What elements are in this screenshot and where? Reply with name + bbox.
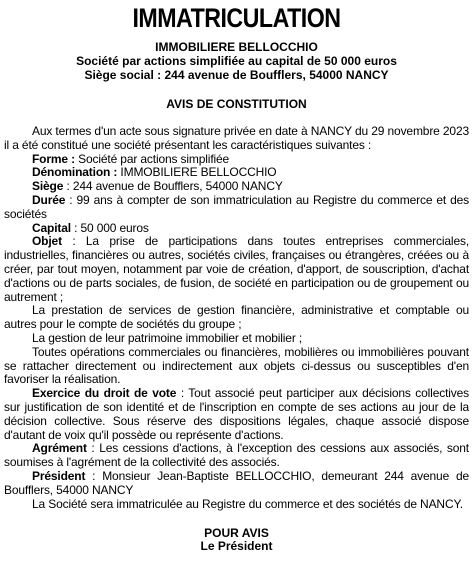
agrement-label: Agrément <box>32 441 87 456</box>
objet-value: : La prise de participations dans toutes entreprises commerciales, industrielles, financières ou autres, sociétés civiles, françaises ou étrangères, créées ou à créer, par tout moyen, notamment par voie de création, d'apport, de souscription, d'achat d'actions ou de parts sociales, de fusion, de société en participation ou de groupement ou autrement ; <box>4 234 469 304</box>
field-president <box>4 470 469 498</box>
company-seat: Siège social : 244 avenue de Boufflers, 54000 NANCY <box>84 68 389 82</box>
notice-footer <box>4 527 469 553</box>
page-title: IMMATRICULATION <box>132 3 341 33</box>
vote-label: Exercice du droit de vote <box>32 386 177 401</box>
forme-label: Forme : <box>32 151 75 166</box>
notice-closing: La Société sera immatriculée au Registre du commerce et des sociétés de NANCY. <box>32 496 463 511</box>
siege-value: : 244 avenue de Boufflers, 54000 NANCY <box>63 179 283 194</box>
field-siege <box>4 180 469 194</box>
vote-value: : Tout associé peut participer aux décisions collectives sur justification de son identité et de l'inscription en compte de ses actions au jour de la décision collective. Sous réserve des dispositions légales, chaque associé dispose d'autant de voix qu'il possède ou représente d'actions. <box>4 386 469 442</box>
capital-value: : 50 000 euros <box>70 220 149 235</box>
siege-label: Siège <box>32 179 64 194</box>
objet-paragraph-3: La gestion de leur patrimoine immobilier et mobilier ; <box>32 330 303 345</box>
agrement-value: : Les cessions d'actions, à l'exception des cessions aux associés, sont soumises à l'agrément de la collectivité des associés. <box>4 441 469 470</box>
objet-label: Objet <box>32 234 62 249</box>
pour-avis: POUR AVIS <box>204 526 269 541</box>
notice-heading: AVIS DE CONSTITUTION <box>166 97 307 111</box>
objet-paragraph-2: La prestation de services de gestion financière, administrative et comptable ou autres pour le compte de sociétés du groupe ; <box>4 303 469 332</box>
duree-label: Durée <box>32 192 66 207</box>
capital-label: Capital <box>32 220 71 235</box>
field-denomination <box>4 166 469 180</box>
signature: Le Président <box>200 539 273 554</box>
denomination-value: IMMOBILIERE BELLOCCHIO <box>117 165 277 180</box>
objet-paragraph-4: Toutes opérations commerciales ou financières, mobilières ou immobilières pouvant se rattacher directement ou indirectement aux objets ci-dessus ou susceptibles d'en favoriser la réalisation. <box>4 344 469 387</box>
field-capital <box>4 222 469 236</box>
forme-value: Société par actions simplifiée <box>74 151 230 166</box>
notice-body <box>4 125 469 511</box>
company-form: Société par actions simplifiée au capital de 50 000 euros <box>76 54 397 68</box>
field-objet <box>4 235 469 304</box>
notice-intro: Aux termes d'un acte sous signature privée en date à NANCY du 29 novembre 2023 il a été constitué une société présentant les caractéristiques suivantes : <box>4 124 469 152</box>
field-forme <box>4 153 469 167</box>
duree-value: : 99 ans à compter de son immatriculation au Registre du commerce et des sociétés <box>4 192 469 221</box>
president-label: Président <box>32 468 86 483</box>
field-droit-de-vote <box>4 387 469 442</box>
field-duree <box>4 194 469 222</box>
company-name: IMMOBILIERE BELLOCCHIO <box>155 40 318 54</box>
field-agrement <box>4 442 469 470</box>
denomination-label: Dénomination : <box>32 165 118 180</box>
president-value: : Monsieur Jean-Baptiste BELLOCCHIO, demeurant 244 avenue de Boufflers, 54000 NANCY <box>4 468 469 497</box>
